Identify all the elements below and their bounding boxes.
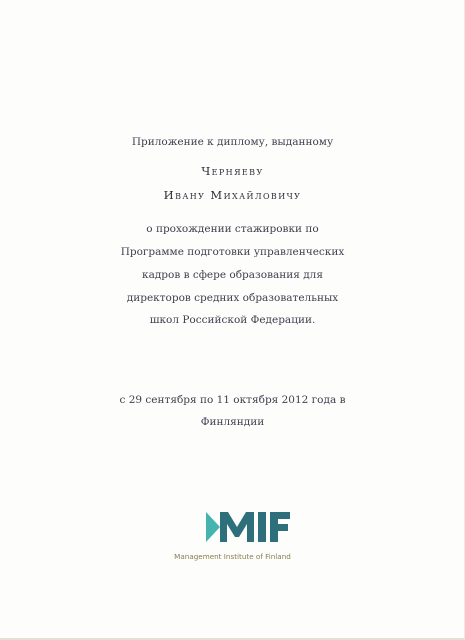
logo-letter-f (270, 512, 290, 542)
body-line-2: Программе подготовки управленческих (120, 246, 345, 258)
country-line: Финляндии (200, 416, 265, 428)
body-line-3: кадров в сфере образования для (142, 269, 323, 281)
appendix-heading: Приложение к диплому, выданному (131, 136, 334, 148)
mif-logo-mark (206, 510, 292, 544)
dates-line: с 29 сентября по 11 октября 2012 года в (119, 394, 346, 406)
body-line-4: директоров средних образовательных (126, 292, 339, 304)
logo-letter-i (258, 512, 266, 542)
body-line-1: о прохождении стажировки по (146, 223, 319, 235)
mif-logo (0, 510, 465, 564)
body-line-5: школ Российской Федерации. (149, 314, 316, 326)
logo-letter-m (220, 512, 254, 542)
logo-org-name: Management Institute of Finland (174, 552, 291, 561)
recipient-surname: Черняеву (201, 164, 264, 178)
logo-arrow-icon (206, 512, 220, 542)
recipient-name: Ивану Михайловичу (163, 188, 302, 202)
